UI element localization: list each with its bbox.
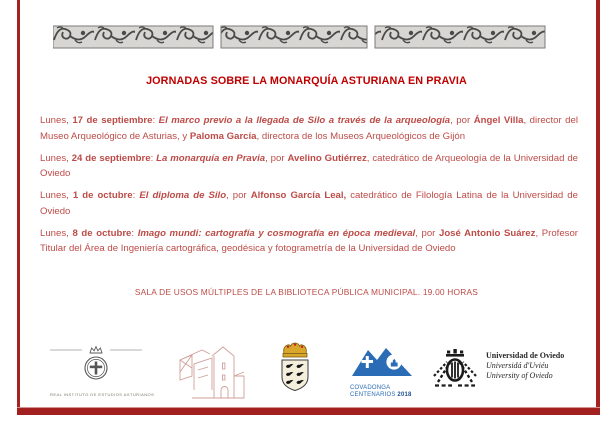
logo-pravia-coat-of-arms [275, 340, 315, 401]
covadonga-caption [350, 385, 414, 399]
logo-university-of-oviedo [432, 348, 564, 388]
logo-ridea [50, 342, 155, 397]
university-name-en: University of Oviedo [486, 371, 553, 380]
frame-border-right [596, 0, 600, 414]
covadonga-year: 2018 [397, 391, 412, 398]
university-caption [486, 348, 564, 381]
lecture-list [40, 113, 578, 263]
lecture-paragraph-4: Lunes, 8 de octubre: Imago mundi: cartografía y cosmografía en época medieval, por José Antonio Suárez, Profesor Titular del Área de Ingeniería cartográfica, geodésica y fotogrametría de la Universidad de Oviedo [40, 227, 578, 254]
ornamental-engraving-band [53, 24, 547, 55]
covadonga-line1: COVADONGA [350, 385, 391, 391]
university-of-oviedo-seal-icon [432, 348, 478, 388]
covadonga-line2: CENTENARIOS 2018 [350, 391, 412, 398]
lecture-paragraph-1: Lunes, 17 de septiembre: El marco previo a la llegada de Silo a través de la arqueología, por Ángel Villa, director del Museo Arqueológico de Asturias, y Paloma García, directora de los Museos Arqueológicos de Gijón [40, 115, 578, 142]
page-title: JORNADAS SOBRE LA MONARQUÍA ASTURIANA EN PRAVIA [146, 75, 467, 87]
lecture-paragraph-2: Lunes, 24 de septiembre: La monarquía en Pravia, por Avelino Gutiérrez, catedrático de Arqueología de la Universidad de Oviedo [40, 152, 578, 179]
crowned-cross-seal-icon [50, 342, 142, 386]
logo-santianes-church [172, 342, 246, 405]
venue-line: SALA DE USOS MÚLTIPLES DE LA BIBLIOTECA PÚBLICA MUNICIPAL. 19.00 HORAS [134, 287, 479, 297]
crowned-shield-martlets-icon [275, 340, 315, 396]
frame-border-left [17, 0, 20, 414]
ridea-caption: REAL INSTITUTO DE ESTUDIOS ASTURIANOS [50, 392, 155, 397]
university-name-ast: Universidá d'Uviéu [486, 361, 549, 370]
mountains-cross-icon [350, 346, 414, 378]
university-name-es: Universidad de Oviedo [486, 351, 565, 360]
church-line-drawing-icon [172, 342, 246, 400]
scroll-vine-ornament-icon [53, 24, 547, 50]
logo-row [40, 338, 580, 406]
frame-border-bottom [17, 407, 600, 415]
logo-covadonga-centenarios [350, 346, 414, 399]
lecture-paragraph-3: Lunes, 1 de octubre: El diploma de Silo, por Alfonso García Leal, catedrático de Filología Latina de la Universidad de Oviedo [40, 190, 578, 217]
